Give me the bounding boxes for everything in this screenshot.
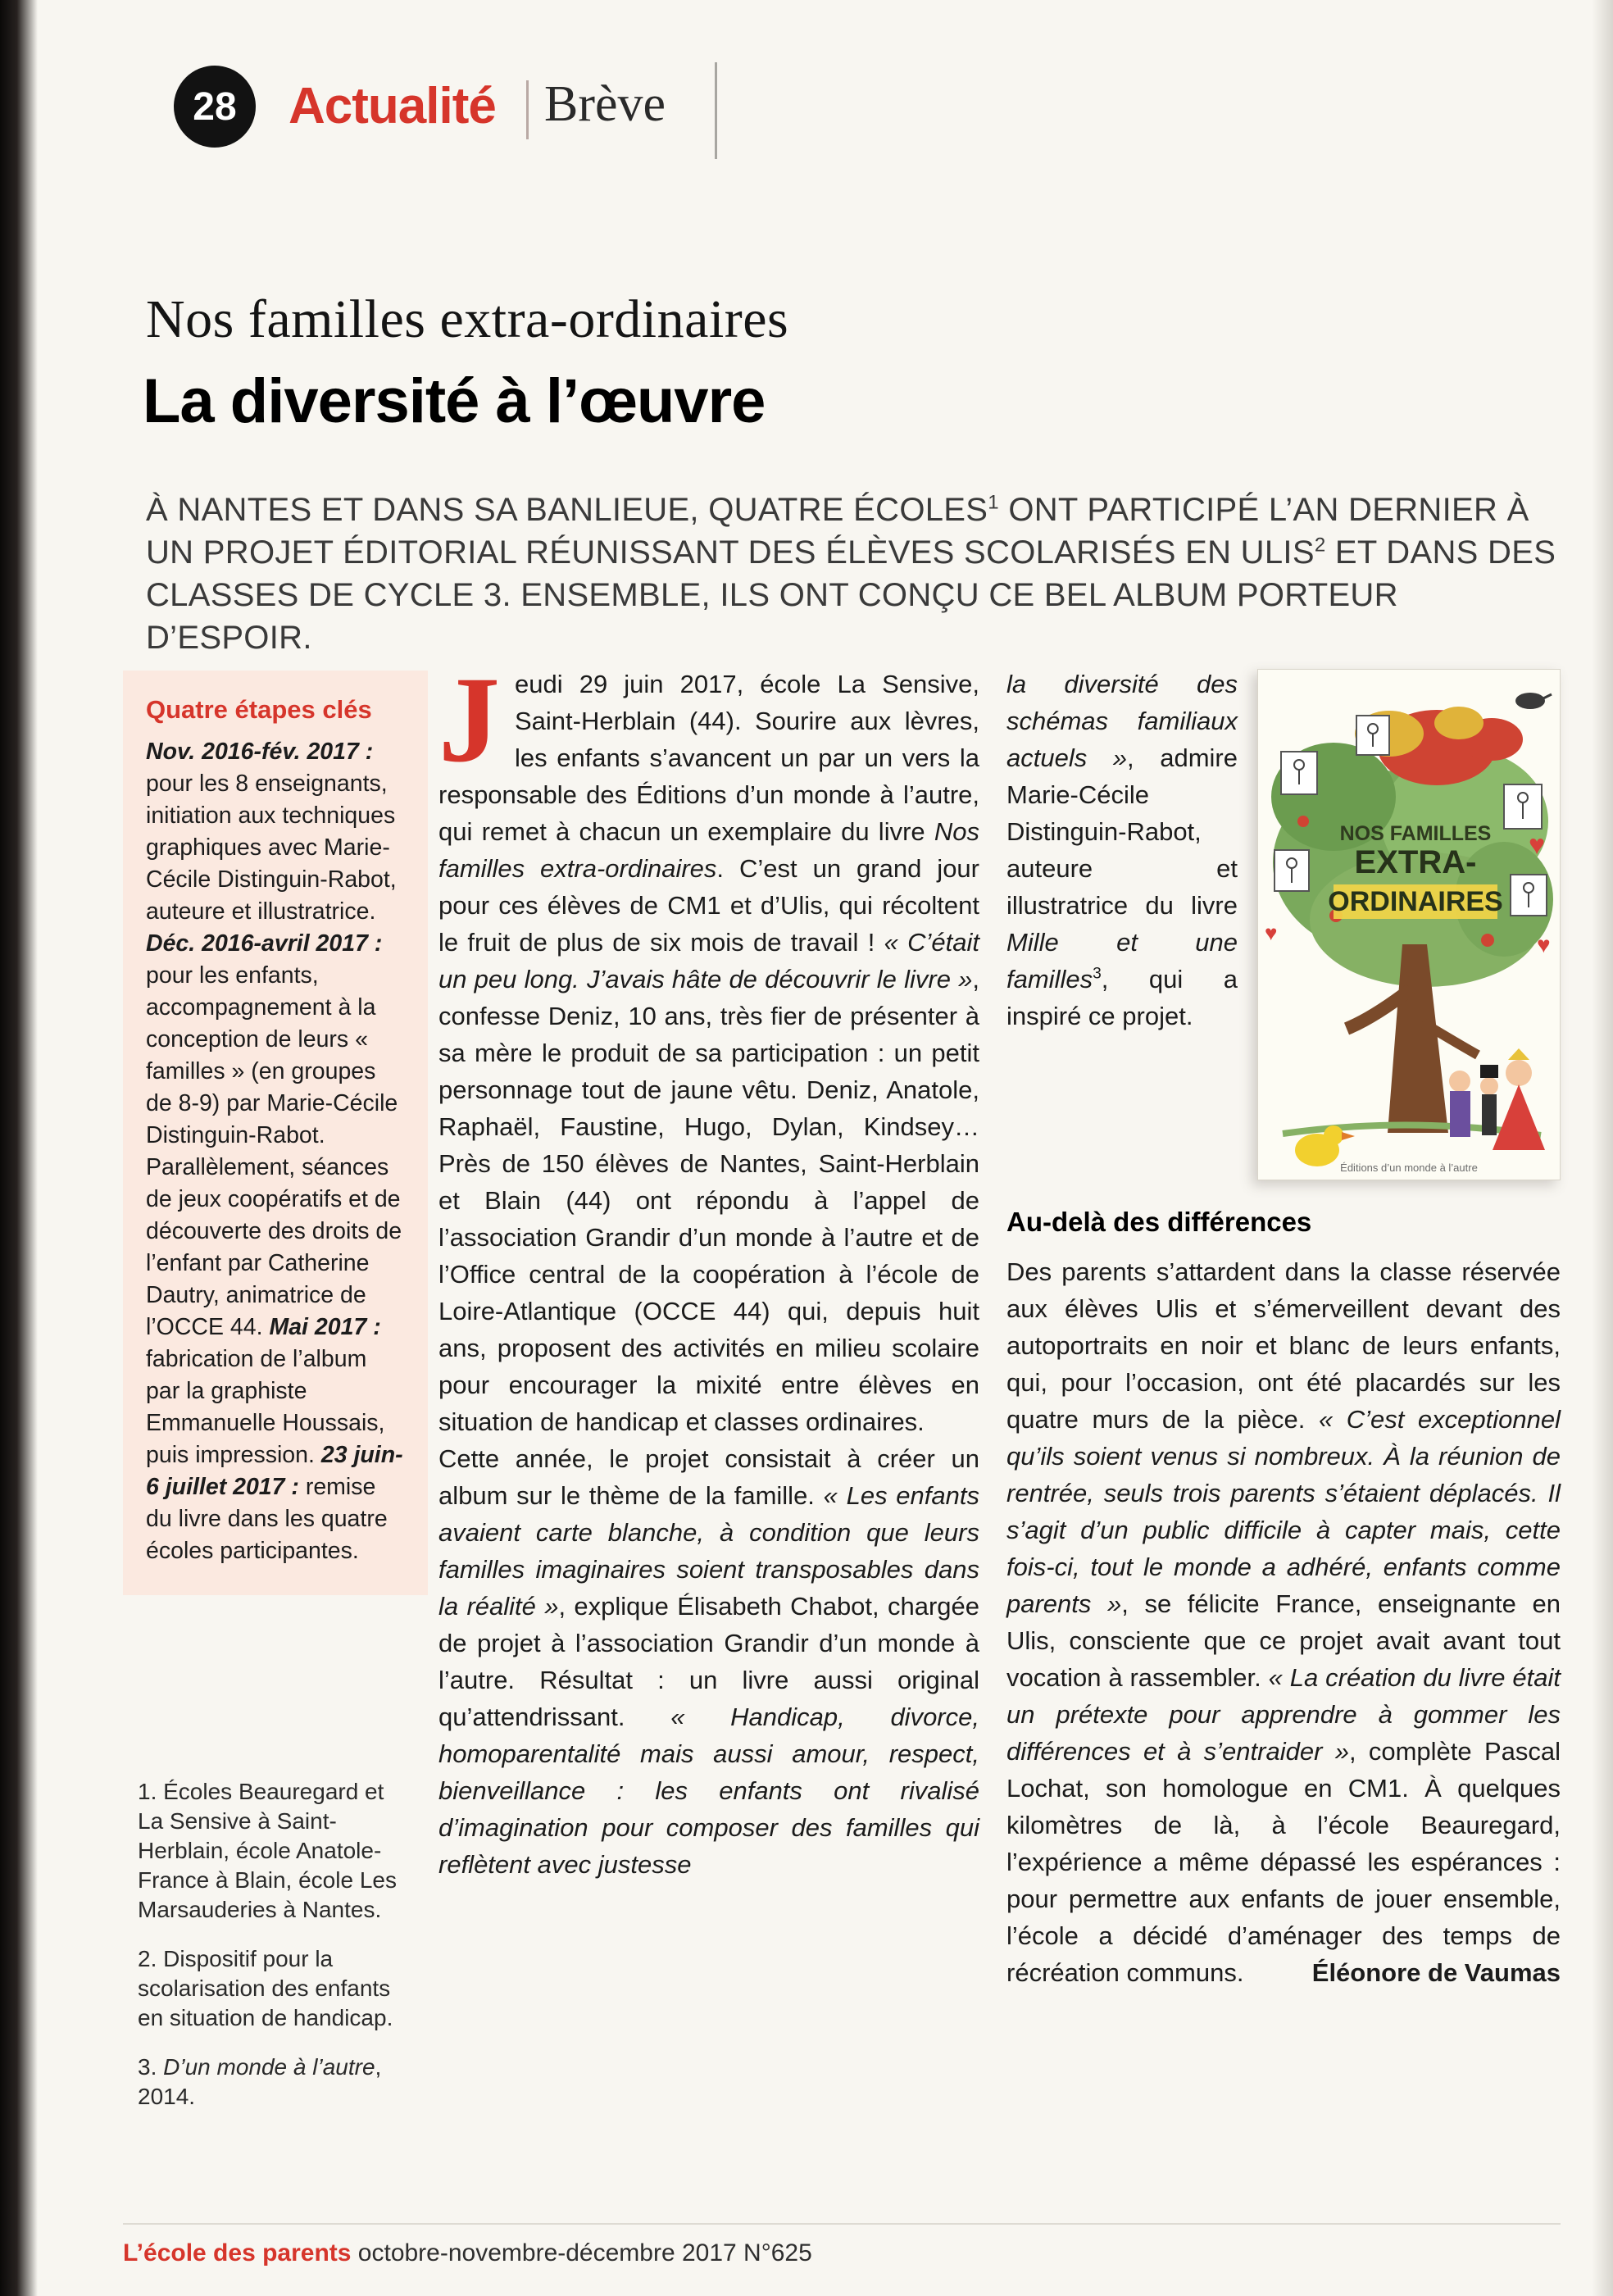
issue-info: octobre-novembre-décembre 2017 N°625 [357,2239,812,2266]
header-divider [715,62,717,159]
article-main-title: La diversité à l’œuvre [143,366,766,436]
scan-binding-edge [0,0,38,2296]
page-number-badge [174,66,256,148]
footnote-1: 1. Écoles Beauregard et La Sensive à Saint-Herblain, école Anatole-France à Blain, école Les Marsauderies à Nantes. [138,1779,397,1922]
article-paragraph [438,652,979,1440]
svg-text:♥: ♥ [1265,921,1278,945]
page-number: 28 [193,84,237,129]
article-subhead: Au-delà des différences [1006,1207,1312,1237]
header-divider [526,80,529,139]
cover-title-line1: NOS FAMILLES [1339,822,1492,845]
cover-title-line2: EXTRA- [1354,844,1477,880]
sidebar-body: Nov. 2016-fév. 2017 : pour les 8 enseignants, initiation aux techniques graphiques avec Marie-Cécile Distinguin-Rabot, auteure et illustratrice. Déc. 2016-avril 2017 : pour les enfants, accompagnement à la conception de leurs « familles » (en groupes de 8-9) par Marie-Cécile Distinguin-Rabot. Parallèlement, séances de jeux coopératifs et de découverte des droits de l’enfant par Catherine Dautry, animatrice de l’OCCE 44. Mai 2017 : fabrication de l’album par la graphiste Emmanuelle Houssais, puis impression. 23 juin-6 juillet 2017 : remise du livre dans les quatre écoles participantes. [146,739,403,1564]
book-cover [1257,669,1561,1180]
article-paragraph: la diversité des schémas familiaux actuels », admire Marie-Cécile Distinguin-Rabot, auteure et illustratrice du livre Mille et une familles$^3$, qui a inspiré ce projet. [1006,670,1238,1030]
rubric-label: Brève [544,76,666,132]
article-column-right [1006,666,1561,1991]
cover-title-line3: ORDINAIRES [1328,886,1503,917]
page-footer [123,2223,1561,2267]
key-steps-sidebar [123,671,428,1595]
book-cover-illustration [1258,670,1560,1180]
article-paragraph: Des parents s’attardent dans la classe réservée aux élèves Ulis et s’émerveillent devant des autoportraits en noir et blanc de leurs enfants, qui, pour l’occasion, ont été placardés sur les quatre murs de la pièce. « C’est exceptionnel qu’ils soient venus si nombreux. À la réunion de rentrée, seuls trois parents s’étaient déplacés. Il s’agit d’un public difficile à capter mais, cette fois-ci, tout le monde a adhéré, enfants comme parents », se félicite France, enseignante en Ulis, consciente que ce projet avait avant tout vocation à rassembler. « La création du livre était un prétexte pour apprendre à gommer les différences et à s’entraider », complète Pascal Lochat, son homologue en CM1. À quelques kilomètres de là, à l’école Beauregard, l’expérience a même dépassé les espérances : pour permettre aux enfants de jouer ensemble, l’école a décidé d’aménager des temps de récréation communs. [1006,1257,1561,1987]
article-byline: Éléonore de Vaumas [1311,1958,1561,1987]
section-label: Actualité [289,78,496,134]
sidebar-title: Quatre étapes clés [146,695,372,724]
cover-publisher: Éditions d’un monde à l’autre [1340,1162,1478,1174]
footnote-2: 2. Dispositif pour la scolarisation des enfants en situation de handicap. [138,1946,393,2030]
scan-right-edge [1592,0,1613,2296]
article-standfirst: À NANTES ET DANS SA BANLIEUE, QUATRE ÉCOLES$^1$ ONT PARTICIPÉ L’AN DERNIER À UN PROJET ÉDITORIAL RÉUNISSANT DES ÉLÈVES SCOLARISÉS EN ULIS$^2$ ET DANS DES CLASSES DE CYCLE 3. ENSEMBLE, ILS ONT CONÇU CE BEL ALBUM PORTEUR D’ESPOIR. [146,491,1556,656]
svg-text:♥: ♥ [1537,932,1551,957]
svg-text:♥: ♥ [1529,830,1546,861]
article-column-main [438,652,980,1883]
footnote-3: 3. D’un monde à l’autre, 2014. [138,2054,382,2109]
article-paragraph: Cette année, le projet consistait à créer un album sur le thème de la famille. « Les enfants avaient carte blanche, à condition que leurs familles imaginaires soient transposables dans la réalité », explique Élisabeth Chabot, chargée de projet à l’association Grandir d’un monde à l’autre. Résultat : un livre aussi original qu’attendrissant. « Handicap, divorce, homoparentalité mais aussi amour, respect, bienveillance : les enfants ont rivalisé d’imagination pour composer des familles qui reflètent avec justesse [438,1444,980,1879]
footnotes [138,1777,408,2131]
paragraph-text: eudi 29 juin 2017, école La Sensive, Saint-Herblain (44). Sourire aux lèvres, les enfants s’avancent un par un vers la responsable des Éditions d’un monde à l’autre, qui remet à chacun un exemplaire du livre Nos familles extra-ordinaires. C’est un grand jour pour ces élèves de CM1 et d’Ulis, qui récoltent le fruit de plus de six mois de travail ! « C’était un peu long. J’avais hâte de découvrir le livre », confesse Deniz, 10 ans, très fier de présenter à sa mère le produit de sa participation : un petit personnage tout de jaune vêtu. Deniz, Anatole, Raphaël, Faustine, Hugo, Dylan, Kindsey… Près de 150 élèves de Nantes, Saint-Herblain et Blain (44) ont répondu à l’appel de l’association Grandir d’un monde à l’autre et de l’Office central de la coopération à l’école de Loire-Atlantique (OCCE 44) qui, depuis huit ans, proposent des activités en milieu scolaire pour encourager la mixité entre élèves en situation de handicap et classes ordinaires. [438,670,979,1436]
dropcap: J [438,652,500,788]
article-kicker-title: Nos familles extra-ordinaires [146,289,789,349]
magazine-name: L’école des parents [123,2239,352,2266]
